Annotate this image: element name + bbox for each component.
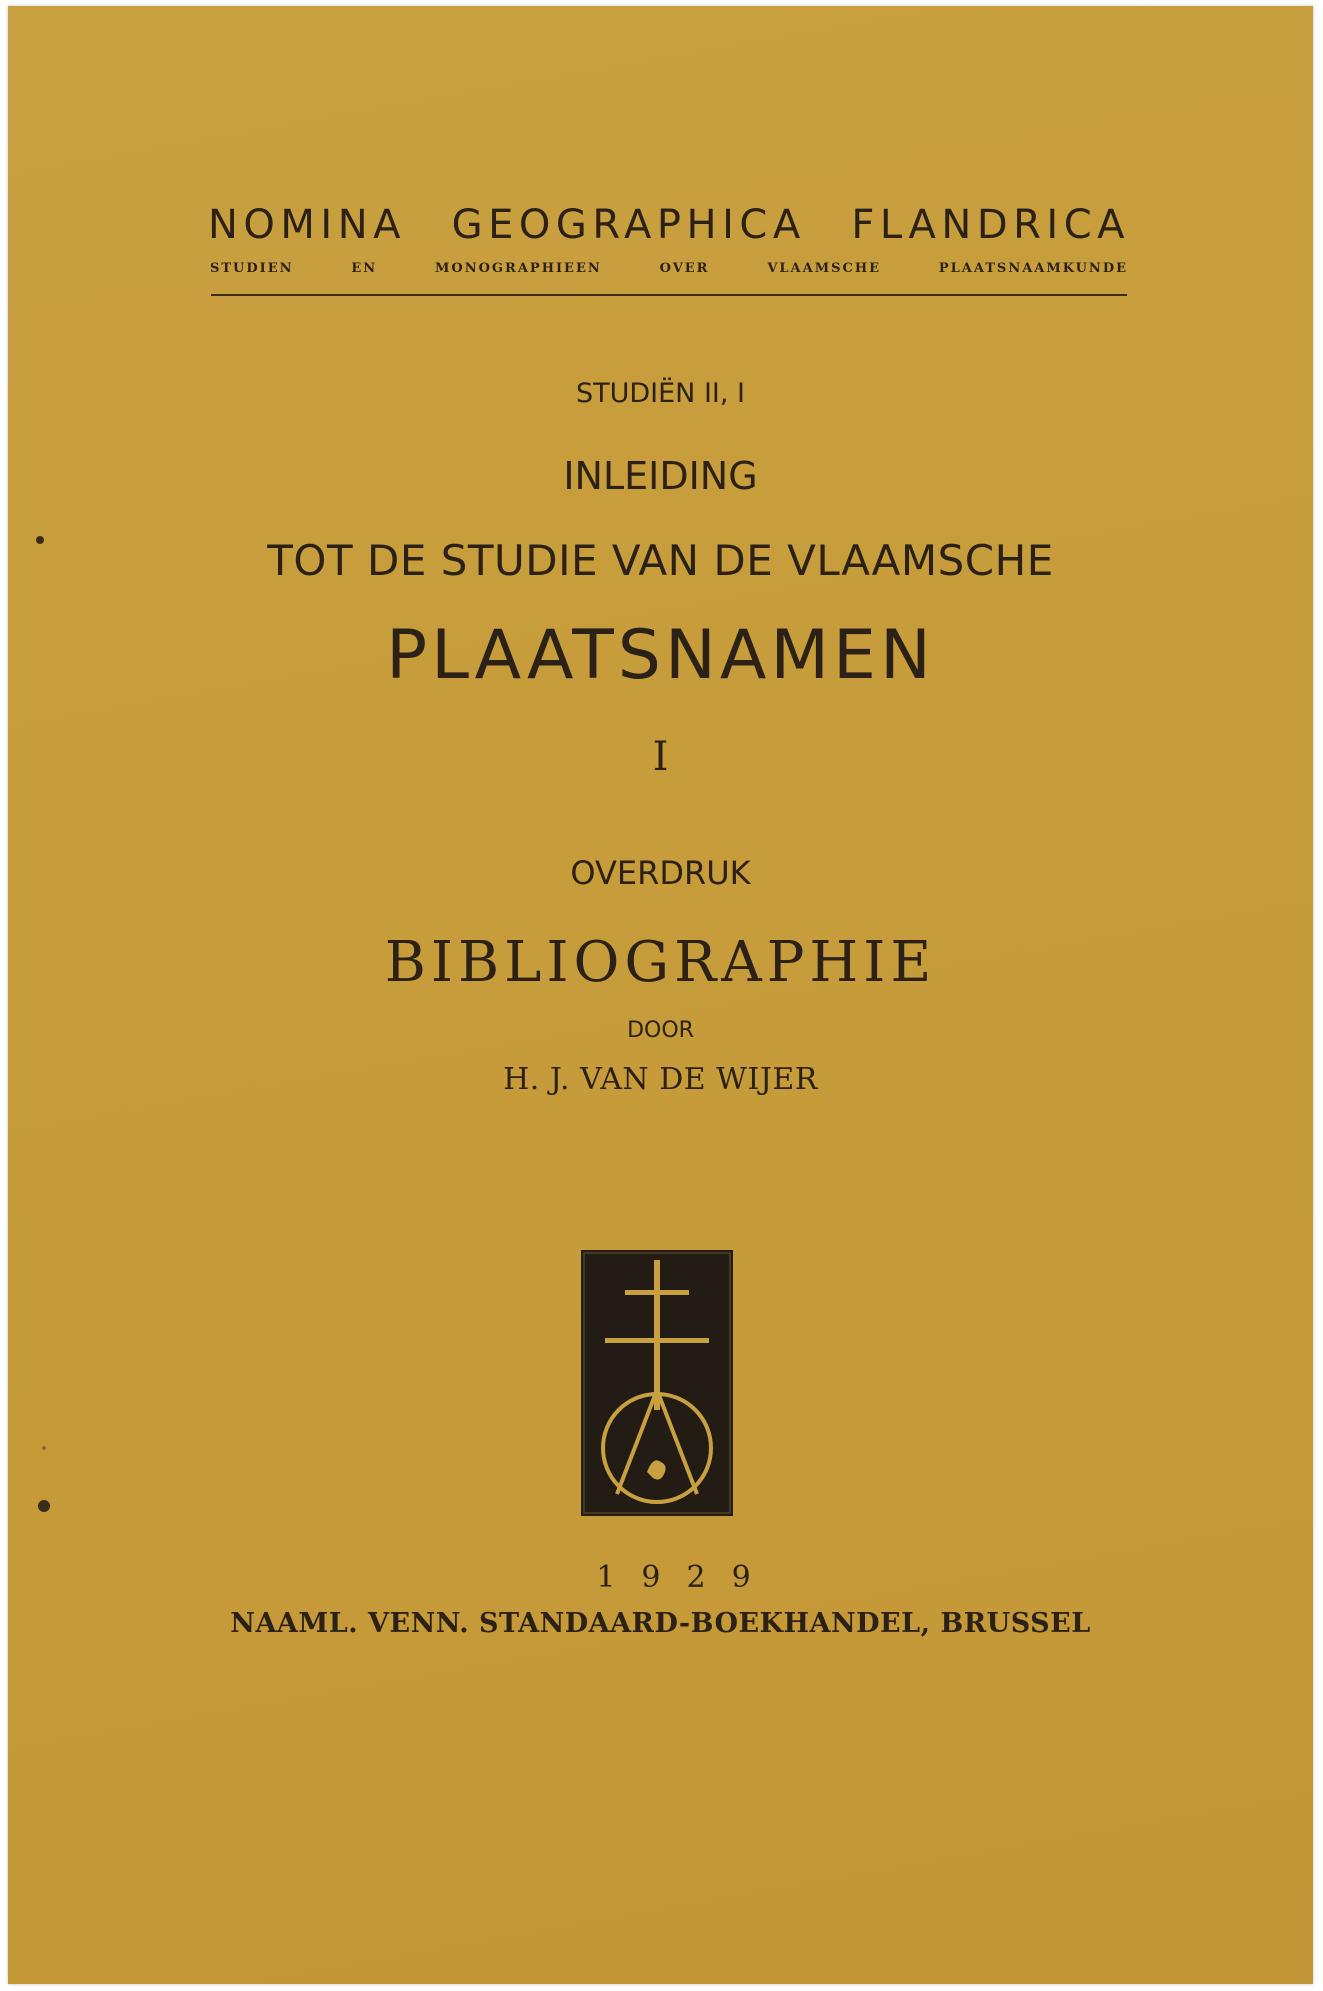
speck <box>36 536 44 544</box>
volume-number: I <box>652 734 669 780</box>
publisher-line: NAAML. VENN. STANDAARD-BOEKHANDEL, BRUSSEL <box>230 1608 1091 1639</box>
author-name: H. J. VAN DE WIJER <box>503 1062 818 1097</box>
title-line-1: INLEIDING <box>563 454 758 498</box>
door-label: DOOR <box>627 1018 694 1043</box>
publication-year: 1929 <box>596 1560 777 1595</box>
overdruk-label: OVERDRUK <box>570 854 751 892</box>
bibliographie-title: BIBLIOGRAPHIE <box>384 930 937 995</box>
speck <box>42 1446 46 1450</box>
book-cover <box>8 6 1313 1984</box>
title-line-2: TOT DE STUDIE VAN DE VLAAMSCHE <box>267 536 1054 585</box>
speck <box>38 1500 50 1512</box>
header-rule <box>211 294 1127 296</box>
title-main: PLAATSNAMEN <box>386 616 935 695</box>
publisher-logo-icon <box>581 1250 733 1516</box>
studien-number: STUDIËN II, I <box>575 378 746 409</box>
series-title: NOMINA GEOGRAPHICA FLANDRICA <box>208 202 1130 248</box>
series-subtitle: STUDIEN EN MONOGRAPHIEEN OVER VLAAMSCHE PLAATSNAAMKUNDE <box>210 261 1128 276</box>
